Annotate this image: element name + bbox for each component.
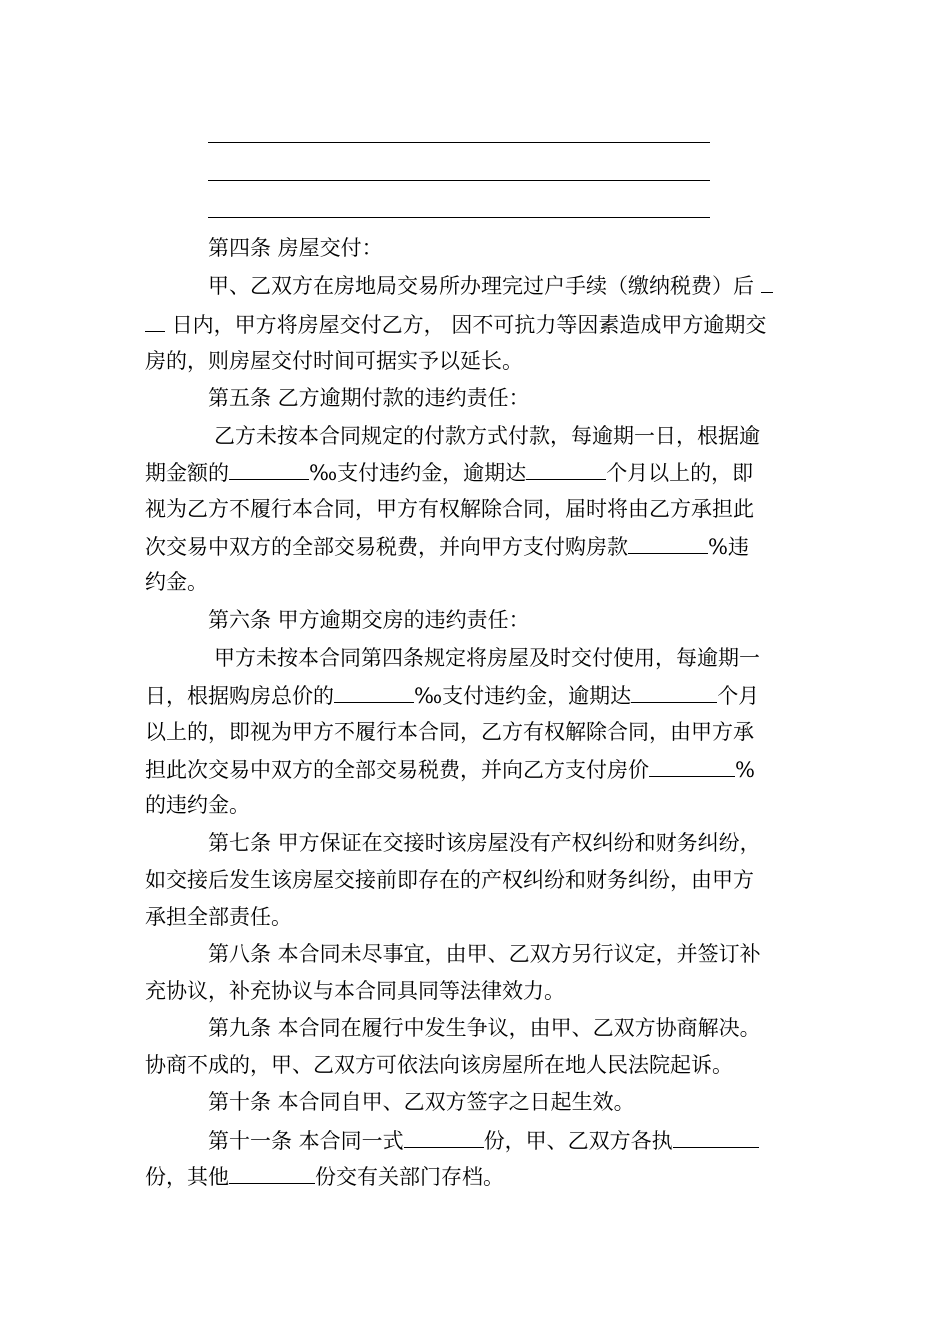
article-4-text — [145, 309, 766, 339]
article-4-text — [208, 270, 773, 300]
fill-blank — [229, 457, 309, 480]
fill-blank — [649, 754, 735, 777]
article-6-text — [145, 680, 759, 710]
fill-blank — [404, 1125, 484, 1148]
fill-blank — [229, 1161, 315, 1184]
article-5-text: 乙方未按本合同规定的付款方式付款，每逾期一日，根据逾 — [214, 424, 760, 448]
fill-blank — [145, 309, 165, 332]
article-6-text — [145, 754, 755, 784]
text-run: ‰支付违约金，逾期达 — [309, 461, 527, 485]
article-6-text: 甲方未按本合同第四条规定将房屋及时交付使用，每逾期一 — [214, 646, 760, 670]
text-run: 个月 — [717, 684, 760, 708]
article-6-heading: 第六条 甲方逾期交房的违约责任： — [208, 608, 530, 632]
article-8-text: 充协议，补充协议与本合同具同等法律效力。 — [145, 979, 565, 1003]
article-9-text: 第九条 本合同在履行中发生争议，由甲、乙双方协商解决。 — [208, 1016, 761, 1040]
blank-line — [208, 180, 710, 181]
article-6-text: 的违约金。 — [145, 793, 250, 817]
text-run: %违 — [708, 535, 749, 559]
text-run: 期金额的 — [145, 461, 229, 485]
text-run: 次交易中双方的全部交易税费，并向甲方支付购房款 — [145, 535, 628, 559]
fill-blank — [334, 680, 414, 703]
text-run: 日，根据购房总价的 — [145, 684, 334, 708]
fill-blank — [673, 1125, 759, 1148]
text-run: 担此次交易中双方的全部交易税费，并向乙方支付房价 — [145, 758, 649, 782]
text-run: % — [735, 758, 755, 782]
text-run: ‰支付违约金，逾期达 — [414, 684, 632, 708]
fill-blank — [761, 270, 773, 293]
fill-blank — [628, 531, 708, 554]
text-run: 个月以上的，即 — [606, 461, 754, 485]
article-5-text — [145, 457, 753, 487]
article-8-text: 第八条 本合同未尽事宜，由甲、乙双方另行议定，并签订补 — [208, 942, 761, 966]
article-6-text: 以上的，即视为甲方不履行本合同，乙方有权解除合同，由甲方承 — [145, 720, 754, 744]
article-11-text — [145, 1161, 504, 1191]
article-7-text: 第七条 甲方保证在交接时该房屋没有产权纠纷和财务纠纷， — [208, 831, 761, 855]
text-run: 甲、乙双方在房地局交易所办理完过户手续（缴纳税费）后 — [208, 274, 754, 298]
article-5-text: 视为乙方不履行本合同，甲方有权解除合同，届时将由乙方承担此 — [145, 497, 754, 521]
article-7-text: 承担全部责任。 — [145, 905, 292, 929]
fill-blank — [526, 457, 606, 480]
article-5-text — [145, 531, 749, 561]
article-11-text — [208, 1125, 759, 1155]
article-5-text: 约金。 — [145, 570, 208, 594]
blank-line — [208, 142, 710, 143]
article-7-text: 如交接后发生该房屋交接前即存在的产权纠纷和财务纠纷，由甲方 — [145, 868, 754, 892]
article-9-text: 协商不成的，甲、乙双方可依法向该房屋所在地人民法院起诉。 — [145, 1053, 733, 1077]
text-run: 日内，甲方将房屋交付乙方， 因不可抗力等因素造成甲方逾期交 — [171, 313, 767, 337]
text-run: 份，其他 — [145, 1165, 229, 1189]
blank-line — [208, 217, 710, 218]
fill-blank — [631, 680, 717, 703]
article-10-text: 第十条 本合同自甲、乙双方签字之日起生效。 — [208, 1090, 635, 1114]
text-run: 份交有关部门存档。 — [315, 1165, 504, 1189]
article-4-heading: 第四条 房屋交付： — [208, 236, 383, 260]
article-4-text: 房的，则房屋交付时间可据实予以延长。 — [145, 349, 523, 373]
text-run: 第十一条 本合同一式 — [208, 1129, 404, 1153]
text-run: 份，甲、乙双方各执 — [483, 1129, 673, 1153]
article-5-heading: 第五条 乙方逾期付款的违约责任： — [208, 386, 530, 410]
